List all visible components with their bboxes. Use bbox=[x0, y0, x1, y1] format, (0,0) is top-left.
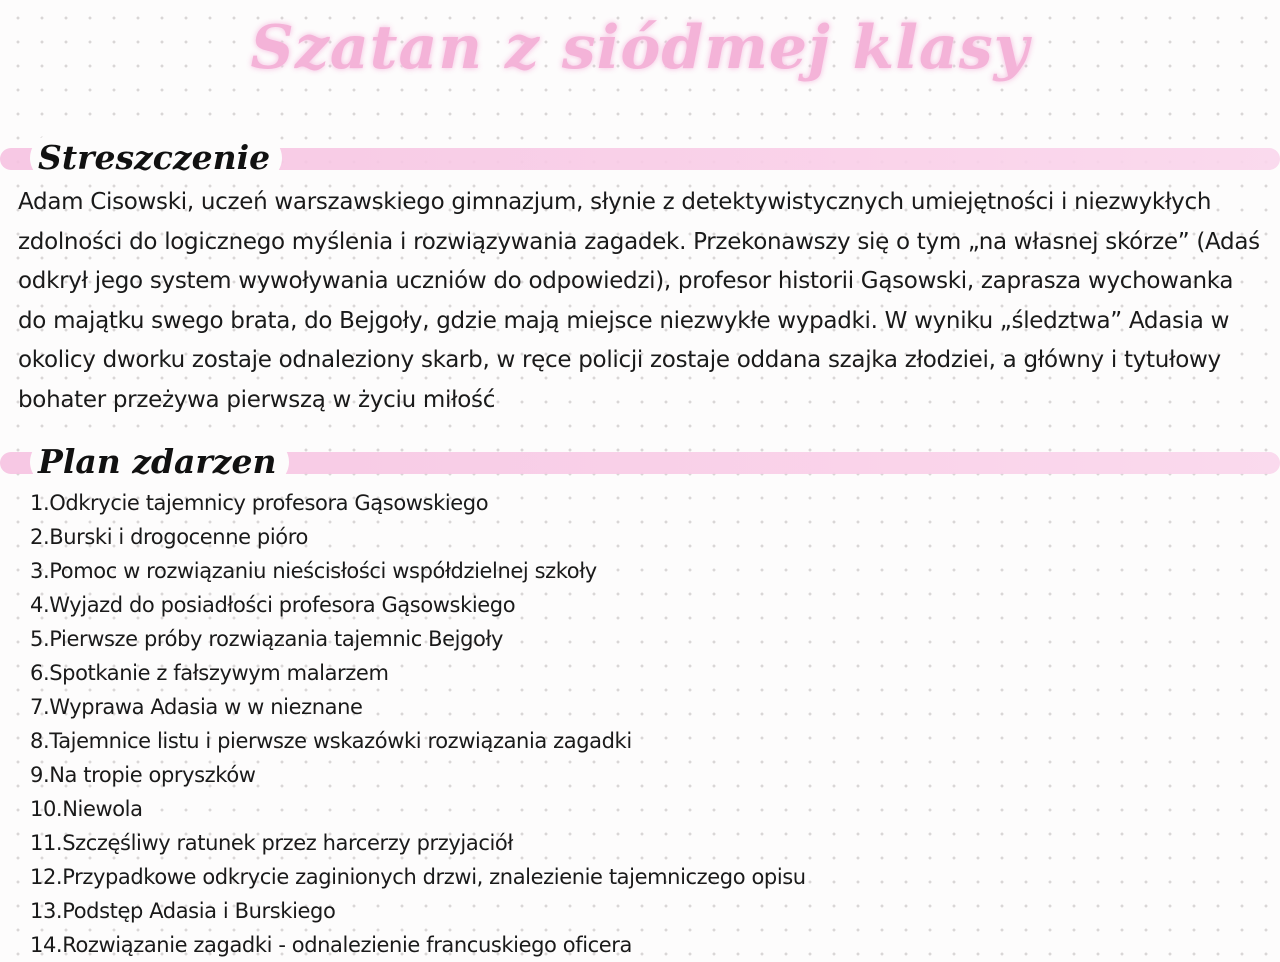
plan-item: 8.Tajemnice listu i pierwsze wskazówki rozwiązania zagadki bbox=[30, 729, 632, 753]
summary-heading: Streszczenie bbox=[30, 134, 282, 182]
plan-item: 1.Odkrycie tajemnicy profesora Gąsowskiego bbox=[30, 491, 489, 515]
plan-list bbox=[30, 486, 806, 962]
plan-item: 2.Burski i drogocenne pióro bbox=[30, 525, 308, 549]
plan-item: 3.Pomoc w rozwiązaniu nieścisłości współdzielnej szkoły bbox=[30, 559, 597, 583]
plan-item: 6.Spotkanie z fałszywym malarzem bbox=[30, 661, 389, 685]
plan-item: 4.Wyjazd do posiadłości profesora Gąsowskiego bbox=[30, 593, 516, 617]
plan-item: 11.Szczęśliwy ratunek przez harcerzy przyjaciół bbox=[30, 831, 513, 855]
page-title: Szatan z siódmej klasy bbox=[250, 13, 1030, 83]
plan-item: 7.Wyprawa Adasia w w nieznane bbox=[30, 695, 363, 719]
plan-item: 10.Niewola bbox=[30, 797, 143, 821]
plan-section-header bbox=[0, 438, 1280, 486]
summary-text: Adam Cisowski, uczeń warszawskiego gimnazjum, słynie z detektywistycznych umiejętności i niezwykłych zdolności do logicznego myślenia i rozwiązywania zagadek. Przekonawszy się o tym „na własnej skórze” (Adaś odkrył jego system wywoływania uczniów do odpowiedzi), profesor historii Gąsowski, zaprasza wychowanka do majątku swego brata, do Bejgoły, gdzie mają miejsce niezwykłe wypadki. W wyniku „śledztwa” Adasia w okolicy dworku zostaje odnaleziony skarb, w ręce policji zostaje oddana szajka złodziei, a główny i tytułowy bohater przeżywa pierwszą w życiu miłość bbox=[18, 189, 1260, 413]
plan-heading: Plan zdarzen bbox=[30, 438, 289, 486]
plan-item: 14.Rozwiązanie zagadki - odnalezienie francuskiego oficera bbox=[30, 933, 633, 957]
plan-item: 13.Podstęp Adasia i Burskiego bbox=[30, 899, 336, 923]
summary-section-header bbox=[0, 134, 1280, 182]
plan-item: 5.Pierwsze próby rozwiązania tajemnic Bejgoły bbox=[30, 627, 504, 651]
plan-item: 12.Przypadkowe odkrycie zaginionych drzwi, znalezienie tajemniczego opisu bbox=[30, 865, 806, 889]
plan-item: 9.Na tropie opryszków bbox=[30, 763, 256, 787]
